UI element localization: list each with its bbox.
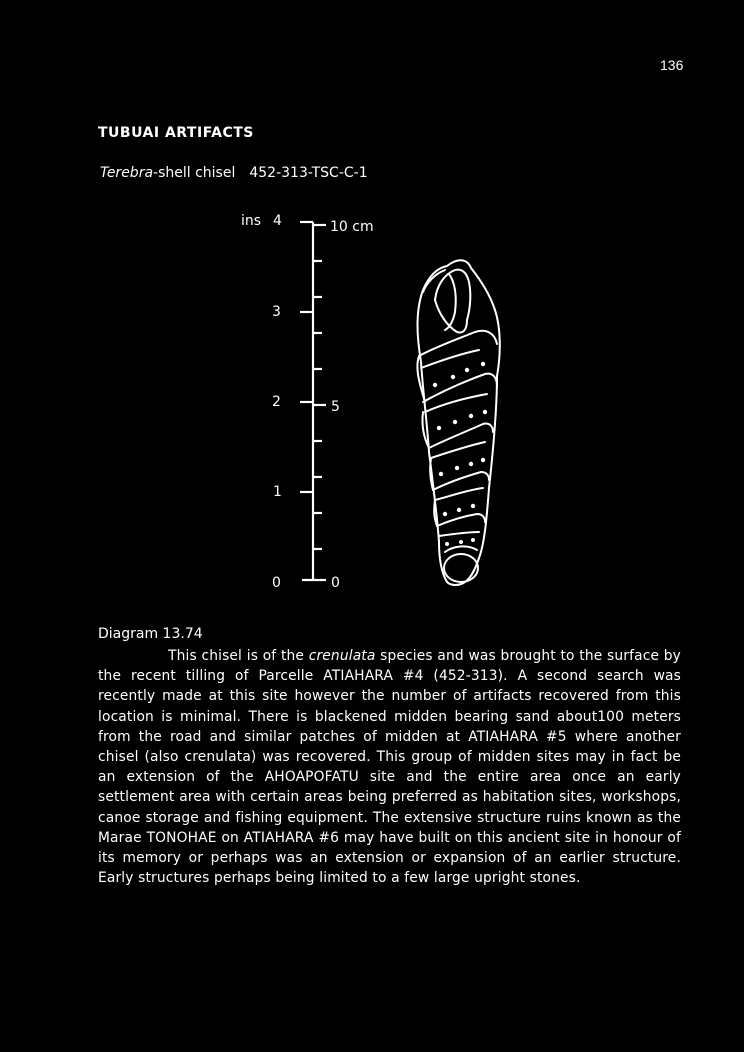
scale-inch-tick-2: 2 [272, 394, 281, 410]
scale-inch-tick-0: 0 [272, 575, 281, 591]
page-number: 136 [660, 57, 684, 73]
scale-inch-tick-1: 1 [273, 484, 282, 500]
page-heading: TUBUAI ARTIFACTS [98, 125, 254, 141]
species-name: Terebra [100, 165, 154, 181]
body-text-part1: This chisel is of the [168, 648, 309, 664]
scale-ruler-lines [300, 222, 326, 580]
scale-cm-tick-10: 10 cm [330, 219, 374, 235]
scale-inch-tick-4: 4 [273, 213, 282, 229]
scale-bar [230, 205, 400, 595]
diagram-label: Diagram 13.74 [98, 626, 203, 642]
body-text-part2: species and was brought to the surface by the recent tilling of Parcelle ATIAHARA #4 (452-313). A second search was recently made at this site however the number of artifacts recovered from this location is minimal. There is blackened midden bearing sand about100 meters from the road and similar patches of midden at ATIAHARA #5 where another chisel (also crenulata) was recovered. This group of midden sites may in fact be an extension of the AHOAPOFATU site and the entire area once an early settlement area with certain areas being preferred as habitation sites, workshops, canoe storage and fishing equipment. The extensive structure ruins known as the Marae TONOHAE on ATIAHARA #6 may have built on this ancient site in honour of its memory or perhaps was an extension or expansion of an earlier structure. Early structures perhaps being limited to a few large upright stones. [98, 648, 681, 887]
scale-cm-tick-5: 5 [331, 399, 340, 415]
terebra-shell-illustration [405, 252, 515, 592]
body-italic-species: crenulata [308, 648, 376, 664]
body-paragraph [98, 646, 681, 888]
scale-inch-label: ins [241, 213, 262, 229]
scale-cm-tick-0: 0 [331, 575, 340, 591]
item-type: -shell chisel [153, 165, 236, 181]
catalog-number: 452-313-TSC-C-1 [249, 165, 368, 181]
scale-inch-tick-3: 3 [272, 304, 281, 320]
artifact-caption [100, 165, 368, 181]
